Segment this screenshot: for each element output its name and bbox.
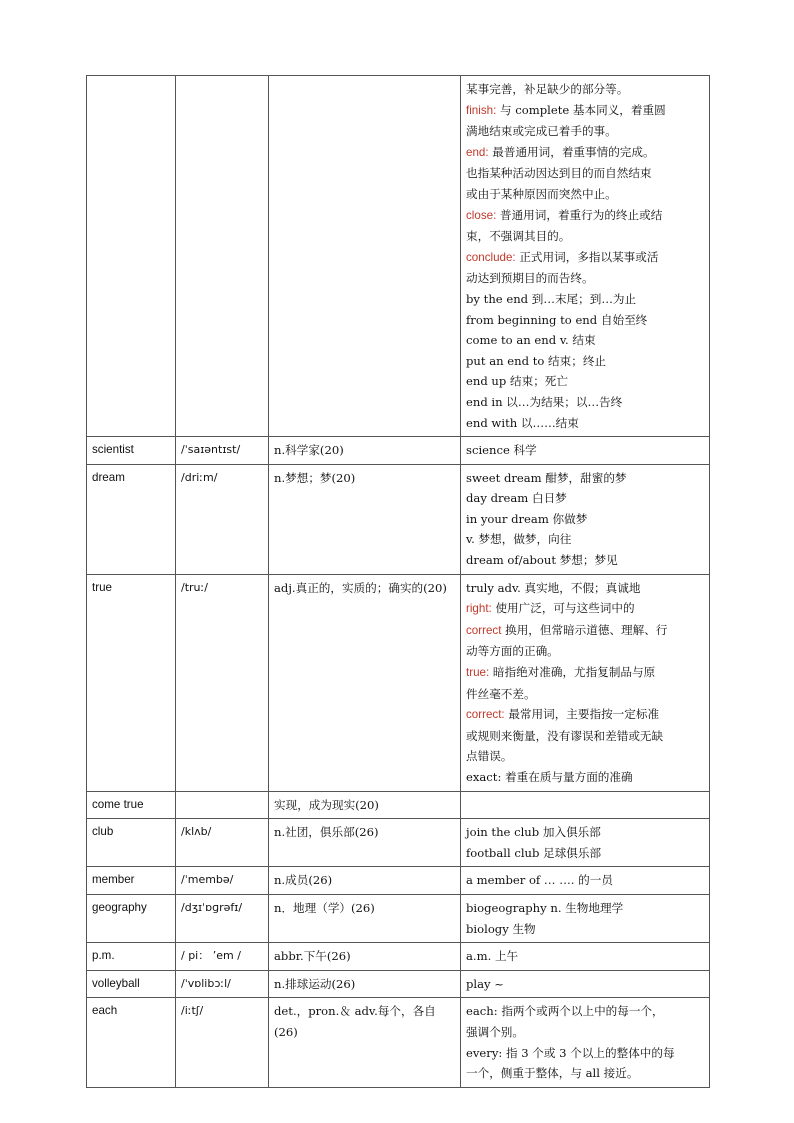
note-text: 换用，但常暗示道德、理解、行 xyxy=(501,622,668,637)
notes-cell xyxy=(461,970,710,998)
note-line xyxy=(466,488,704,509)
notes-cell xyxy=(461,819,710,867)
note-text: 最常用词，主要指按一定标准 xyxy=(504,707,660,722)
table-row xyxy=(87,894,710,942)
note-text: dream of/about 梦想；梦见 xyxy=(466,553,618,568)
note-text: 动等方面的正确。 xyxy=(466,644,559,659)
note-line xyxy=(466,142,704,164)
note-line xyxy=(466,392,704,413)
highlight-term: right: xyxy=(466,602,492,616)
phonetic-cell: /iːtʃ/ xyxy=(176,998,269,1087)
note-line xyxy=(466,684,704,705)
note-text: 使用广泛，可与这些词中的 xyxy=(491,601,635,616)
phonetic-cell: /ˈsaɪəntɪst/ xyxy=(176,437,269,465)
meaning-cell: n.成员(26) xyxy=(269,867,461,895)
note-text: 普通用词，着重行为的终止或结 xyxy=(496,207,663,222)
word-cell: p.m. xyxy=(87,943,176,971)
highlight-term: true: xyxy=(466,666,490,680)
phonetic-cell: /ˈvɒlibɔːl/ xyxy=(176,970,269,998)
highlight-term: end: xyxy=(466,145,489,159)
meaning-cell: abbr.下午(26) xyxy=(269,943,461,971)
note-line xyxy=(466,1043,704,1064)
table-row xyxy=(87,998,710,1087)
note-line xyxy=(466,898,704,919)
note-text: day dream 白日梦 xyxy=(466,491,567,506)
note-text: biology 生物 xyxy=(466,921,536,936)
note-text: end with 以……结束 xyxy=(466,415,579,430)
word-cell: club xyxy=(87,819,176,867)
highlight-term: close: xyxy=(466,208,497,222)
note-line xyxy=(466,509,704,530)
notes-cell xyxy=(461,998,710,1087)
note-line xyxy=(466,1063,704,1084)
note-text: 束，不强调其目的。 xyxy=(466,229,571,244)
highlight-term: correct: xyxy=(466,708,505,722)
note-line xyxy=(466,767,704,788)
note-text: each: 指两个或两个以上中的每一个， xyxy=(466,1004,664,1019)
phonetic-cell: /klʌb/ xyxy=(176,819,269,867)
note-text: end in 以…为结果；以…告终 xyxy=(466,394,623,409)
notes-cell xyxy=(461,437,710,465)
note-line xyxy=(466,704,704,726)
note-text: a.m. 上午 xyxy=(466,949,519,964)
notes-cell xyxy=(461,943,710,971)
note-text: 或规则来衡量，没有谬误和差错或无缺 xyxy=(466,728,664,743)
note-line xyxy=(466,163,704,184)
note-text: 满地结束或完成已着手的事。 xyxy=(466,124,617,139)
note-line xyxy=(466,371,704,392)
meaning-cell: n.排球运动(26) xyxy=(269,970,461,998)
phonetic-cell: /dʒɪˈɒɡrəfɪ/ xyxy=(176,894,269,942)
table-row xyxy=(87,464,710,574)
note-line xyxy=(466,330,704,351)
phonetic-cell: /truː/ xyxy=(176,574,269,791)
note-line xyxy=(466,121,704,142)
word-cell: dream xyxy=(87,464,176,574)
vocabulary-table xyxy=(86,75,710,1088)
notes-cell xyxy=(461,76,710,437)
table-row xyxy=(87,574,710,791)
note-line xyxy=(466,1022,704,1043)
note-line xyxy=(466,79,704,100)
note-line xyxy=(466,529,704,550)
note-text: play ~ xyxy=(466,976,504,991)
phonetic-cell: / pi： ’em / xyxy=(176,943,269,971)
note-line xyxy=(466,440,704,461)
note-line xyxy=(466,726,704,747)
word-cell: geography xyxy=(87,894,176,942)
note-text: come to an end v. 结束 xyxy=(466,333,596,348)
note-line xyxy=(466,662,704,684)
note-text: a member of … …. 的一员 xyxy=(466,873,613,888)
note-line xyxy=(466,641,704,662)
table-row xyxy=(87,437,710,465)
table-row xyxy=(87,819,710,867)
note-text: 强调个别。 xyxy=(466,1024,524,1039)
note-text: join the club 加入俱乐部 xyxy=(466,825,601,840)
table-row xyxy=(87,867,710,895)
word-cell: each xyxy=(87,998,176,1087)
word-cell: true xyxy=(87,574,176,791)
meaning-cell: n.科学家(20) xyxy=(269,437,461,465)
table-row xyxy=(87,76,710,437)
note-line xyxy=(466,351,704,372)
highlight-term: correct xyxy=(466,623,502,637)
note-line xyxy=(466,226,704,247)
note-line xyxy=(466,1001,704,1022)
word-cell: come true xyxy=(87,791,176,819)
notes-cell xyxy=(461,894,710,942)
notes-cell xyxy=(461,867,710,895)
highlight-term: conclude: xyxy=(466,250,516,264)
note-line xyxy=(466,100,704,122)
note-text: biogeography n. 生物地理学 xyxy=(466,900,624,915)
note-line xyxy=(466,550,704,571)
phonetic-cell: /driːm/ xyxy=(176,464,269,574)
note-text: in your dream 你做梦 xyxy=(466,511,588,526)
note-line xyxy=(466,974,704,995)
note-line xyxy=(466,310,704,331)
word-cell: volleyball xyxy=(87,970,176,998)
note-text: v. 梦想，做梦，向往 xyxy=(466,532,572,547)
table-row xyxy=(87,943,710,971)
meaning-cell: 实现，成为现实(20) xyxy=(269,791,461,819)
note-line xyxy=(466,205,704,227)
note-text: end up 结束；死亡 xyxy=(466,374,568,389)
note-text: football club 足球俱乐部 xyxy=(466,845,602,860)
note-text: sweet dream 酣梦，甜蜜的梦 xyxy=(466,470,627,485)
note-line xyxy=(466,946,704,967)
note-line xyxy=(466,268,704,289)
note-line xyxy=(466,843,704,864)
phonetic-cell xyxy=(176,791,269,819)
note-text: put an end to 结束；终止 xyxy=(466,353,607,368)
note-line xyxy=(466,184,704,205)
meaning-cell xyxy=(269,76,461,437)
note-line xyxy=(466,578,704,599)
note-text: 动达到预期目的而告终。 xyxy=(466,271,594,286)
meaning-cell: n.梦想；梦(20) xyxy=(269,464,461,574)
note-line xyxy=(466,620,704,642)
notes-cell xyxy=(461,791,710,819)
word-cell: member xyxy=(87,867,176,895)
note-text: every: 指 3 个或 3 个以上的整体中的每 xyxy=(466,1045,675,1060)
phonetic-cell xyxy=(176,76,269,437)
meaning-cell: adj.真正的，实质的；确实的(20) xyxy=(269,574,461,791)
table-row xyxy=(87,970,710,998)
note-text: 件丝毫不差。 xyxy=(466,686,536,701)
highlight-term: finish: xyxy=(466,103,497,117)
note-text: 也指某种活动因达到目的而自然结束 xyxy=(466,166,652,181)
note-line xyxy=(466,870,704,891)
note-text: exact: 着重在质与量方面的准确 xyxy=(466,770,633,784)
note-line xyxy=(466,822,704,843)
note-text: 暗指绝对准确，尤指复制品与原 xyxy=(489,665,656,680)
note-text: 某事完善，补足缺少的部分等。 xyxy=(466,82,629,96)
note-line xyxy=(466,289,704,310)
note-line xyxy=(466,598,704,620)
note-line xyxy=(466,413,704,434)
note-text: 最普通用词，着重事情的完成。 xyxy=(488,144,655,159)
note-text: by the end 到…末尾；到…为止 xyxy=(466,291,637,306)
note-line xyxy=(466,746,704,767)
vocabulary-table-body xyxy=(87,76,710,1088)
note-text: 正式用词，多指以某事或活 xyxy=(515,249,659,264)
note-text: 一个，侧重于整体，与 all 接近。 xyxy=(466,1066,639,1081)
note-text: from beginning to end 自始至终 xyxy=(466,312,648,327)
meaning-cell: n．地理（学）(26) xyxy=(269,894,461,942)
word-cell xyxy=(87,76,176,437)
phonetic-cell: /ˈmembə/ xyxy=(176,867,269,895)
notes-cell xyxy=(461,574,710,791)
note-text: science 科学 xyxy=(466,443,537,458)
table-row xyxy=(87,791,710,819)
note-text: truly adv. 真实地，不假；真诚地 xyxy=(466,580,641,595)
note-line xyxy=(466,468,704,489)
note-line xyxy=(466,247,704,269)
notes-cell xyxy=(461,464,710,574)
word-cell: scientist xyxy=(87,437,176,465)
note-line xyxy=(466,919,704,940)
note-text: 点错误。 xyxy=(466,749,513,764)
note-text: 与 complete 基本同义，着重圆 xyxy=(496,102,666,117)
meaning-cell: det.，pron.＆ adv.每个，各自(26) xyxy=(269,998,461,1087)
note-text: 或由于某种原因而突然中止。 xyxy=(466,186,617,201)
meaning-cell: n.社团，俱乐部(26) xyxy=(269,819,461,867)
